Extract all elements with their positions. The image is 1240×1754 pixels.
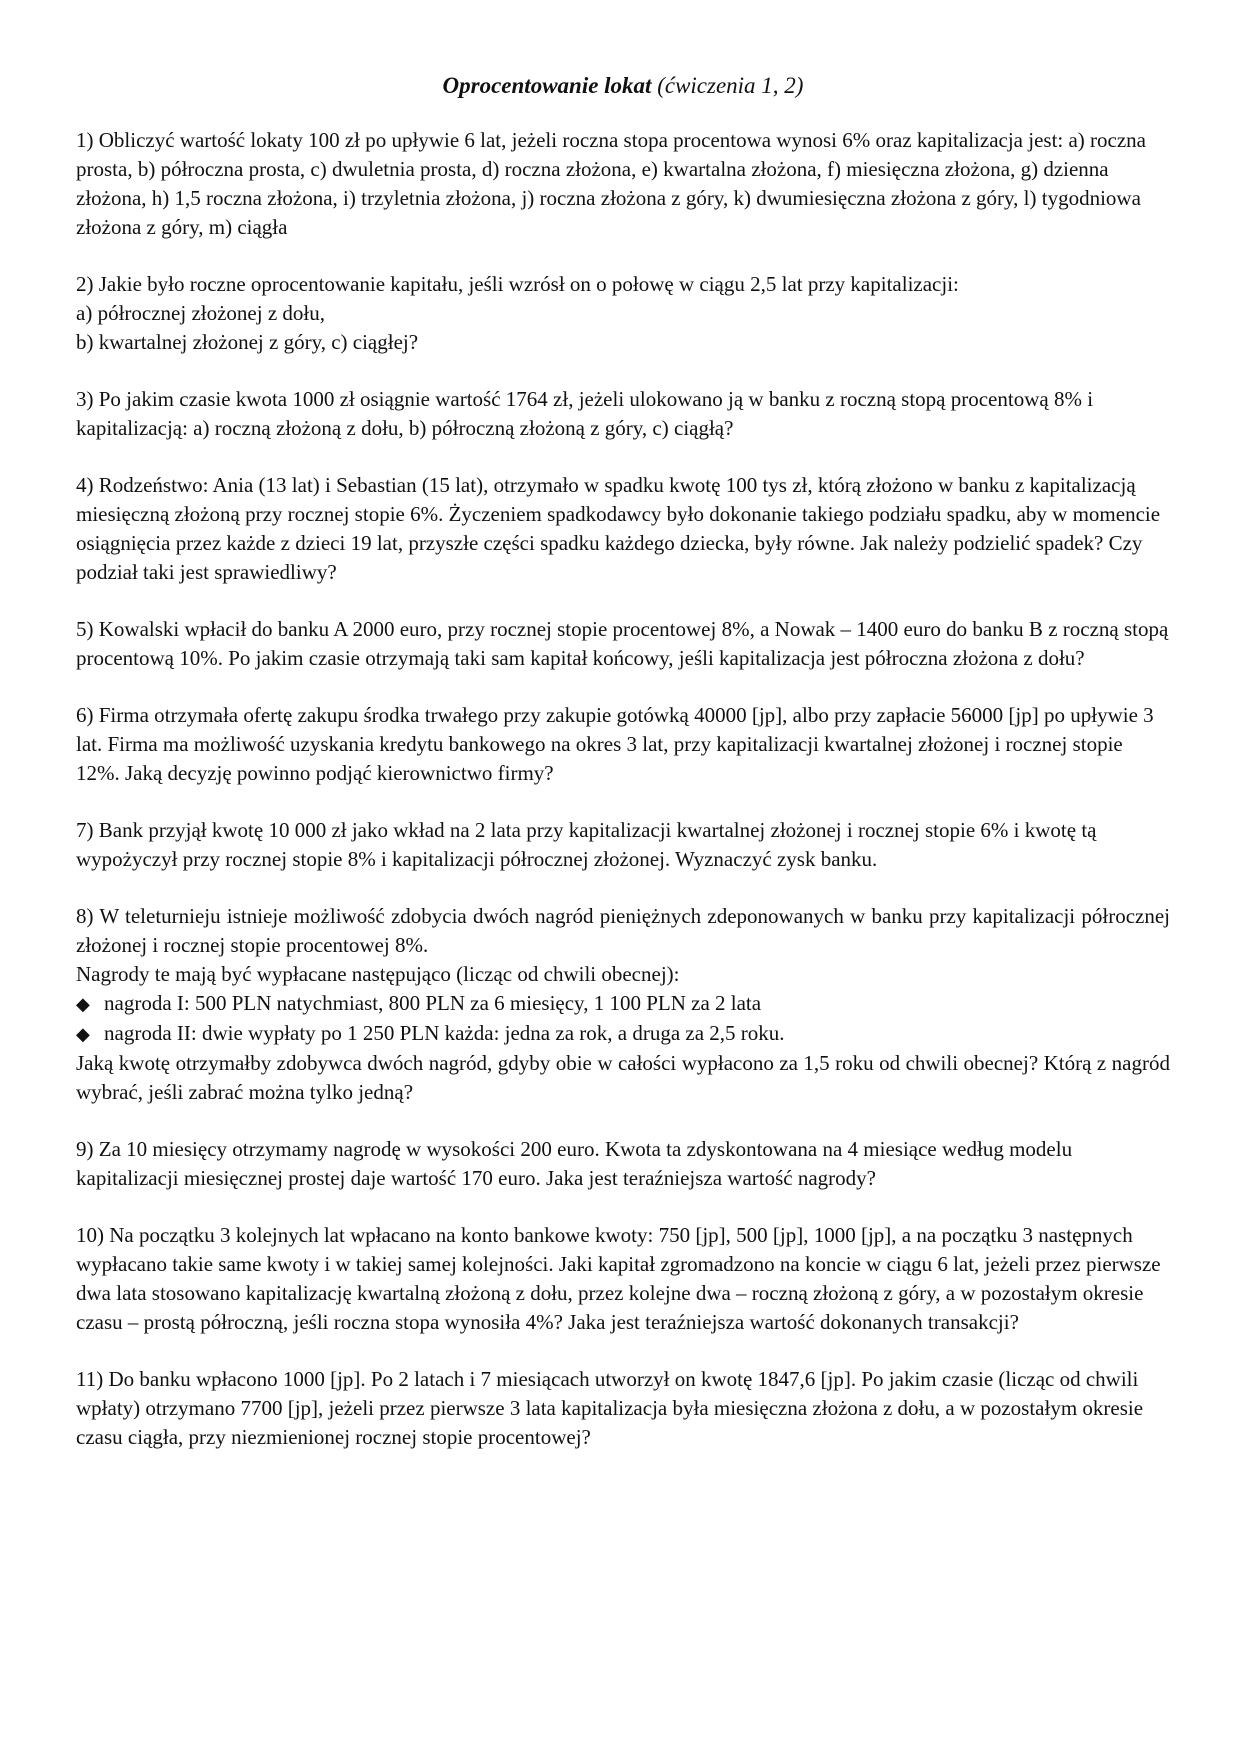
task-9 xyxy=(76,1135,1170,1193)
task-8-bullet-1: nagroda I: 500 PLN natychmiast, 800 PLN za 6 miesięcy, 1 100 PLN za 2 lata xyxy=(104,990,762,1015)
task-7-text: 7) Bank przyjął kwotę 10 000 zł jako wkład na 2 lata przy kapitalizacji kwartalnej złożonej i rocznej stopie 6% i kwotę tą wypożyczył przy rocznej stopie 8% i kapitalizacji półrocznej złożonej. Wyznaczyć zysk banku. xyxy=(76,817,1097,871)
task-4 xyxy=(76,471,1170,587)
diamond-bullet-icon: ◆ xyxy=(76,993,90,1015)
task-2-line-1: 2) Jakie było roczne oprocentowanie kapitału, jeśli wzrósł on o połowę w ciągu 2,5 lat przy kapitalizacji: xyxy=(76,271,959,296)
task-5 xyxy=(76,615,1170,673)
title-main: Oprocentowanie lokat xyxy=(442,73,652,98)
task-8-bullet-2: nagroda II: dwie wypłaty po 1 250 PLN każda: jedna za rok, a druga za 2,5 roku. xyxy=(104,1020,785,1045)
task-9-text: 9) Za 10 miesięcy otrzymamy nagrodę w wysokości 200 euro. Kwota ta zdyskontowana na 4 miesiące według modelu kapitalizacji miesięcznej prostej daje wartość 170 euro. Jaka jest teraźniejsza wartość nagrody? xyxy=(76,1136,1073,1190)
task-11-text: 11) Do banku wpłacono 1000 [jp]. Po 2 latach i 7 miesiącach utworzył on kwotę 1847,6 [jp]. Po jakim czasie (licząc od chwili wpłaty) otrzymano 7700 [jp], jeżeli przez pierwsze 3 lata kapitalizacja była miesięczna złożona z dołu, a w pozostałym okresie czasu ciągła, przy niezmienionej rocznej stopie procentowej? xyxy=(76,1366,1144,1449)
task-8-line-2: Nagrody te mają być wypłacane następująco (licząc od chwili obecnej): xyxy=(76,961,680,986)
task-10 xyxy=(76,1221,1170,1337)
task-6 xyxy=(76,701,1170,788)
task-3 xyxy=(76,385,1170,443)
task-5-text: 5) Kowalski wpłacił do banku A 2000 euro, przy rocznej stopie procentowej 8%, a Nowak – 1400 euro do banku B z roczną stopą procentową 10%. Po jakim czasie otrzymają taki sam kapitał końcowy, jeśli kapitalizacja jest półroczna złożona z dołu? xyxy=(76,616,1169,670)
task-2-line-2: a) półrocznej złożonej z dołu, xyxy=(76,300,325,325)
task-8-outro: Jaką kwotę otrzymałby zdobywca dwóch nagród, gdyby obie w całości wypłacono za 1,5 roku od chwili obecnej? Którą z nagród wybrać, jeśli zabrać można tylko jedną? xyxy=(76,1050,1170,1104)
page-title xyxy=(76,72,1170,100)
diamond-bullet-icon: ◆ xyxy=(76,1023,90,1045)
task-2 xyxy=(76,270,1170,357)
task-11 xyxy=(76,1365,1170,1452)
task-4-text: 4) Rodzeństwo: Ania (13 lat) i Sebastian (15 lat), otrzymało w spadku kwotę 100 tys zł, którą złożono w banku z kapitalizacją miesięczną złożoną przy rocznej stopie 6%. Życzeniem spadkodawcy było dokonanie takiego podziału spadku, aby w momencie osiągnięcia przez każde z dzieci 19 lat, przyszłe części spadku każdego dziecka, były równe. Jak należy podzielić spadek? Czy podział taki jest sprawiedliwy? xyxy=(76,472,1161,584)
title-subtitle: (ćwiczenia 1, 2) xyxy=(657,73,804,98)
task-8-intro: 8) W teleturnieju istnieje możliwość zdobycia dwóch nagród pieniężnych zdeponowanych w banku przy kapitalizacji półrocznej złożonej i rocznej stopie procentowej 8%. xyxy=(76,903,1170,957)
task-2-line-3: b) kwartalnej złożonej z góry, c) ciągłej? xyxy=(76,329,419,354)
task-10-text: 10) Na początku 3 kolejnych lat wpłacano na konto bankowe kwoty: 750 [jp], 500 [jp], 1000 [jp], a na początku 3 następnych wypłacano takie same kwoty i w takiej samej kolejności. Jaki kapitał zgromadzono na koncie w ciągu 6 lat, jeżeli przez pierwsze dwa lata stosowano kapitalizację kwartalną złożoną z dołu, przez kolejne dwa – roczną złożoną z góry, a w pozostałym okresie czasu – prostą półroczną, jeśli roczna stopa wynosiła 4%? Jaka jest teraźniejsza wartość dokonanych transakcji? xyxy=(76,1222,1161,1334)
task-6-text: 6) Firma otrzymała ofertę zakupu środka trwałego przy zakupie gotówką 40000 [jp], albo przy zapłacie 56000 [jp] po upływie 3 lat. Firma ma możliwość uzyskania kredytu bankowego na okres 3 lat, przy kapitalizacji kwartalnej złożonej i rocznej stopie 12%. Jaką decyzję powinno podjąć kierownictwo firmy? xyxy=(76,702,1154,785)
list-item xyxy=(76,1019,1170,1049)
task-1-text: 1) Obliczyć wartość lokaty 100 zł po upływie 6 lat, jeżeli roczna stopa procentowa wynosi 6% oraz kapitalizacja jest: a) roczna prosta, b) półroczna prosta, c) dwuletnia prosta, d) roczna złożona, e) kwartalna złożona, f) miesięczna złożona, g) dzienna złożona, h) 1,5 roczna złożona, i) trzyletnia złożona, j) roczna złożona z góry, k) dwumiesięczna złożona z góry, l) tygodniowa złożona z góry, m) ciągła xyxy=(76,127,1147,239)
task-1 xyxy=(76,126,1170,242)
task-8-bullet-list xyxy=(76,989,1170,1049)
task-7 xyxy=(76,816,1170,874)
list-item xyxy=(76,989,1170,1019)
task-3-text: 3) Po jakim czasie kwota 1000 zł osiągnie wartość 1764 zł, jeżeli ulokowano ją w banku z roczną stopą procentową 8% i kapitalizacją: a) roczną złożoną z dołu, b) półroczną złożoną z góry, c) ciągłą? xyxy=(76,386,1094,440)
task-8 xyxy=(76,902,1170,1107)
document-page xyxy=(76,72,1170,1480)
